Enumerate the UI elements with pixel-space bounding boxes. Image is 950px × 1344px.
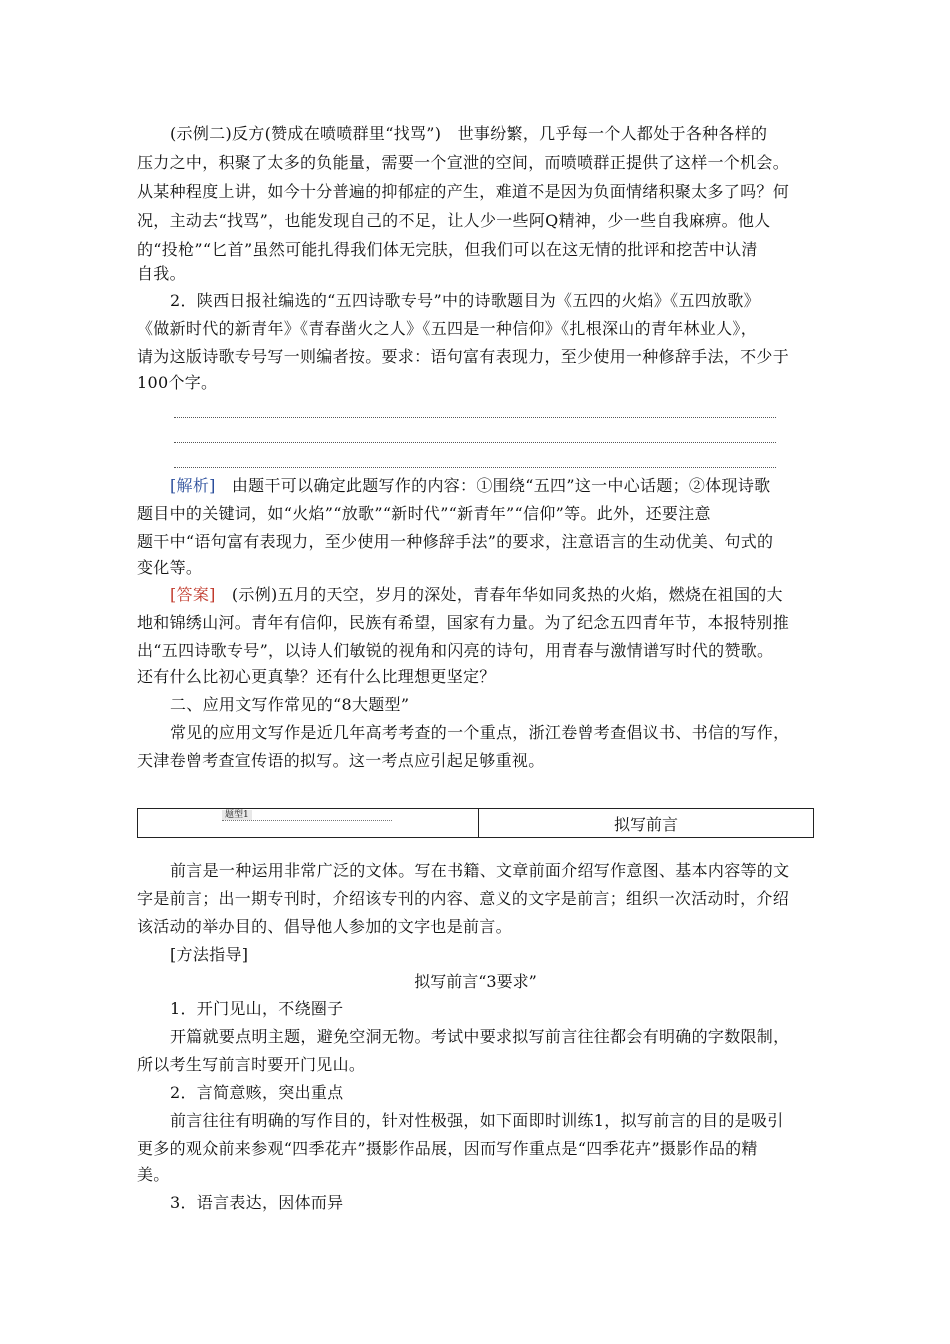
question2-line-2: 《做新时代的新青年》《青春凿火之人》《五四是一种信仰》《扎根深山的青年林业人》，: [137, 319, 758, 338]
analysis-tag: [解析]: [170, 476, 216, 495]
section2-intro-2: 天津卷曾考查宣传语的拟写。这一考点应引起足够重视。: [137, 751, 545, 770]
analysis-text-1: 由题干可以确定此题写作的内容：①围绕“五四”这一中心话题；②体现诗歌: [231, 476, 771, 495]
answer-line-4: 还有什么比初心更真挚？还有什么比理想更坚定？: [137, 667, 496, 686]
answer-line-1: [170, 585, 817, 605]
question2-line-3: 请为这版诗歌专号写一则编者按。要求：语句富有表现力，至少使用一种修辞手法，不少于: [137, 347, 790, 366]
example2-line-2: 压力之中，积聚了太多的负能量，需要一个宣泄的空间，而喷喷群正提供了这样一个机会。: [137, 153, 790, 172]
type-box: [137, 808, 814, 838]
section2-intro-1: 常见的应用文写作是近几年高考考查的一个重点，浙江卷曾考查倡议书、书信的写作，: [170, 723, 790, 742]
answer-text-1: (示例)五月的天空，岁月的深处，青春年华如同炙热的火焰，燃烧在祖国的大: [231, 585, 783, 604]
method-title: 拟写前言“3要求”: [414, 972, 537, 991]
analysis-line-4: 变化等。: [137, 558, 203, 577]
type-badge-rule: [222, 820, 392, 821]
req2-line-3: 美。: [137, 1165, 170, 1184]
example2-line-1: (示例二)反方(赞成在喷喷群里“找骂”) 世事纷繁，几乎每一个人都处于各种各样的: [170, 124, 768, 143]
question2-line-1: 2．陕西日报社编选的“五四诗歌专号”中的诗歌题目为《五四的火焰》《五四放歌》: [170, 291, 760, 310]
type-badge: 题型1: [222, 810, 252, 820]
example2-line-4: 况，主动去“找骂”，也能发现自己的不足，让人少一些阿Q精神，少一些自我麻痹。他人: [137, 211, 771, 230]
type-box-left: [138, 809, 479, 837]
analysis-line-1: [170, 476, 817, 496]
example2-line-3: 从某种程度上讲，如今十分普遍的抑郁症的产生，难道不是因为负面情绪积聚太多了吗？何: [137, 182, 790, 201]
preface-line-3: 该活动的举办目的、倡导他人参加的文字也是前言。: [137, 917, 512, 936]
preface-line-1: 前言是一种运用非常广泛的文体。写在书籍、文章前面介绍写作意图、基本内容等的文: [170, 861, 790, 880]
answer-line-3: 出“五四诗歌专号”，以诗人们敏锐的视角和闪亮的诗句，用青春与激情谱写时代的赞歌。: [137, 641, 774, 660]
req3-title: 3．语言表达，因体而异: [170, 1193, 344, 1212]
analysis-line-2: 题目中的关键词，如“火焰”“放歌”“新时代”“新青年”“信仰”等。此外，还要注意: [137, 504, 711, 523]
analysis-line-3: 题干中“语句富有表现力，至少使用一种修辞手法”的要求，注意语言的生动优美、句式的: [137, 532, 774, 551]
section2-heading: 二、应用文写作常见的“8大题型”: [170, 695, 410, 714]
answer-tag: [答案]: [170, 585, 216, 604]
answer-blank-line: [174, 417, 776, 418]
req1-line-1: 开篇就要点明主题，避免空洞无物。考试中要求拟写前言往往都会有明确的字数限制，: [170, 1027, 790, 1046]
method-label: [方法指导]: [170, 945, 249, 964]
preface-line-2: 字是前言；出一期专刊时，介绍该专刊的内容、意义的文字是前言；组织一次活动时，介绍: [137, 889, 790, 908]
example2-line-5: 的“投枪”“匕首”虽然可能扎得我们体无完肤，但我们可以在这无情的批评和挖苦中认清: [137, 240, 758, 259]
req1-title: 1．开门见山，不绕圈子: [170, 999, 344, 1018]
question2-line-4: 100个字。: [137, 373, 218, 392]
req2-line-2: 更多的观众前来参观“四季花卉”摄影作品展，因而写作重点是“四季花卉”摄影作品的精: [137, 1139, 758, 1158]
answer-blank-line: [174, 442, 776, 443]
type-box-title: 拟写前言: [613, 814, 678, 834]
answer-line-2: 地和锦绣山河。青年有信仰，民族有希望，国家有力量。为了纪念五四青年节，本报特别推: [137, 613, 790, 632]
req2-title: 2．言简意赅，突出重点: [170, 1083, 344, 1102]
answer-blank-line: [174, 467, 776, 468]
example2-line-6: 自我。: [137, 264, 186, 283]
req2-line-1: 前言往往有明确的写作目的，针对性极强，如下面即时训练1，拟写前言的目的是吸引: [170, 1111, 784, 1130]
req1-line-2: 所以考生写前言时要开门见山。: [137, 1055, 366, 1074]
